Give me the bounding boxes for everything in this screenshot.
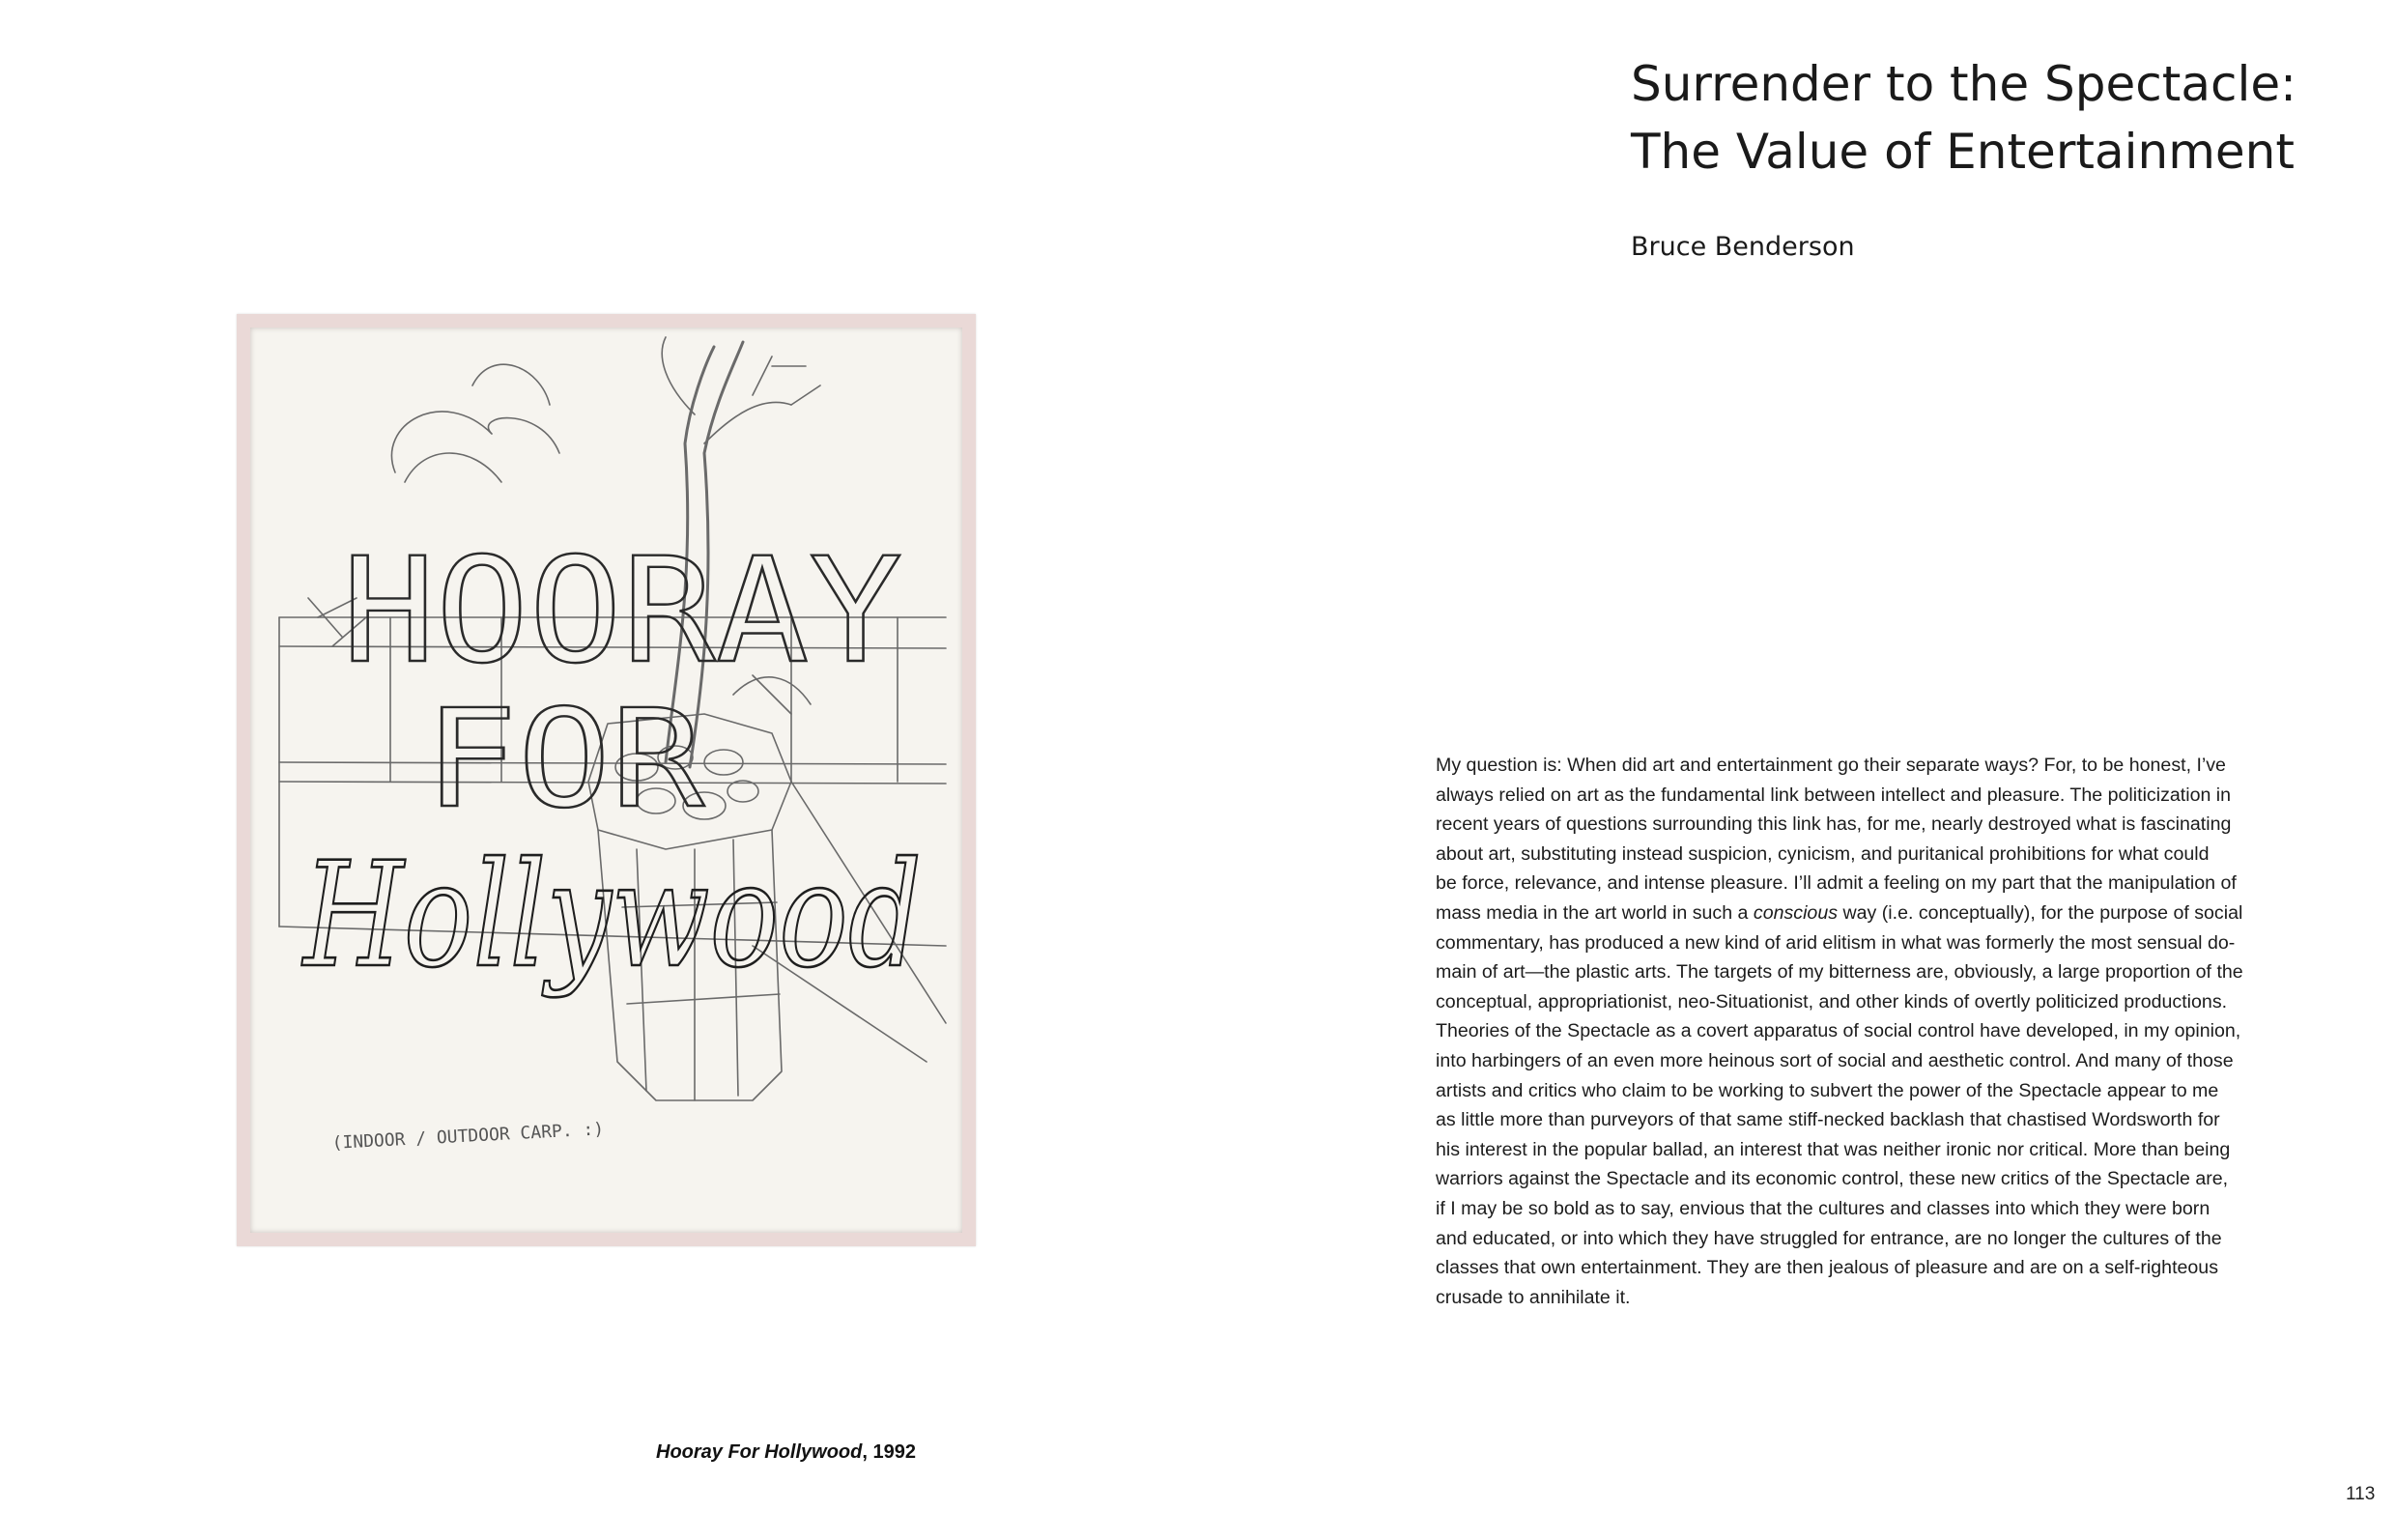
article-title xyxy=(1631,50,2326,185)
body-line: Theories of the Spectacle as a covert apparatus of social control have developed, in my opinion, xyxy=(1436,1020,2241,1042)
body-italic-word: conscious xyxy=(1753,901,1839,924)
body-line: into harbingers of an even more heinous sort of social and aesthetic control. And many of those xyxy=(1436,1049,2234,1071)
body-line xyxy=(1436,898,2310,928)
page-number: 113 xyxy=(2346,1484,2376,1504)
body-line: if I may be so bold as to say, envious that the cultures and classes into which they were born xyxy=(1436,1197,2211,1219)
author-name: Bruce Benderson xyxy=(1631,232,1855,262)
article-body xyxy=(1436,751,2310,1312)
body-line: be force, relevance, and intense pleasure. I’ll admit a feeling on my part that the manipulation of xyxy=(1436,872,2237,895)
body-line: conceptual, appropriationist, neo-Situationist, and other kinds of overtly politicized productions. xyxy=(1436,990,2228,1012)
article-title-line-2: The Value of Entertainment xyxy=(1631,124,2295,180)
drawn-note: (INDOOR / OUTDOOR CARP. :) xyxy=(331,1119,605,1154)
body-line: and educated, or into which they have struggled for entrance, are no longer the cultures of the xyxy=(1436,1227,2222,1249)
body-line: about art, substituting instead suspicion, cynicism, and puritanical prohibitions for what could xyxy=(1436,842,2210,865)
body-line: crusade to annihilate it. xyxy=(1436,1286,1631,1308)
caption-title: Hooray For Hollywood xyxy=(656,1441,863,1463)
body-line: warriors against the Spectacle and its economic control, these new critics of the Spectacle are, xyxy=(1436,1168,2229,1190)
artwork-frame xyxy=(237,314,976,1246)
artwork-caption xyxy=(656,1441,916,1464)
drawn-text-for: FOR xyxy=(424,681,705,839)
body-line: My question is: When did art and entertainment go their separate ways? For, to be honest, I’ve xyxy=(1436,755,2226,776)
body-line: artists and critics who claim to be working to subvert the power of the Spectacle appear to me xyxy=(1436,1079,2219,1101)
body-line: his interest in the popular ballad, an interest that was neither ironic nor critical. More than being xyxy=(1436,1138,2231,1160)
caption-year: , 1992 xyxy=(862,1441,916,1463)
body-line: as little more than purveyors of that same stiff-necked backlash that chastised Wordsworth for xyxy=(1436,1109,2220,1131)
artwork-drawing xyxy=(250,328,962,1233)
article-title-line-1: Surrender to the Spectacle: xyxy=(1631,56,2296,112)
body-text-segment: way (i.e. conceptually), for the purpose of social xyxy=(1838,901,2243,924)
body-text-segment: mass media in the art world in such a xyxy=(1436,901,1754,924)
drawn-text-hooray: HOORAY xyxy=(342,528,902,696)
body-line: main of art—the plastic arts. The targets of my bitterness are, obviously, a large proportion of the xyxy=(1436,961,2243,984)
body-line: commentary, has produced a new kind of arid elitism in what was formerly the most sensual do- xyxy=(1436,931,2236,954)
body-line: always relied on art as the fundamental link between intellect and pleasure. The politicization in xyxy=(1436,784,2232,806)
body-line: classes that own entertainment. They are then jealous of pleasure and are on a self-righteous xyxy=(1436,1257,2219,1279)
body-line: recent years of questions surrounding this link has, for me, nearly destroyed what is fascinating xyxy=(1436,813,2232,836)
drawn-text-hollywood: Hollywood xyxy=(300,832,922,1000)
